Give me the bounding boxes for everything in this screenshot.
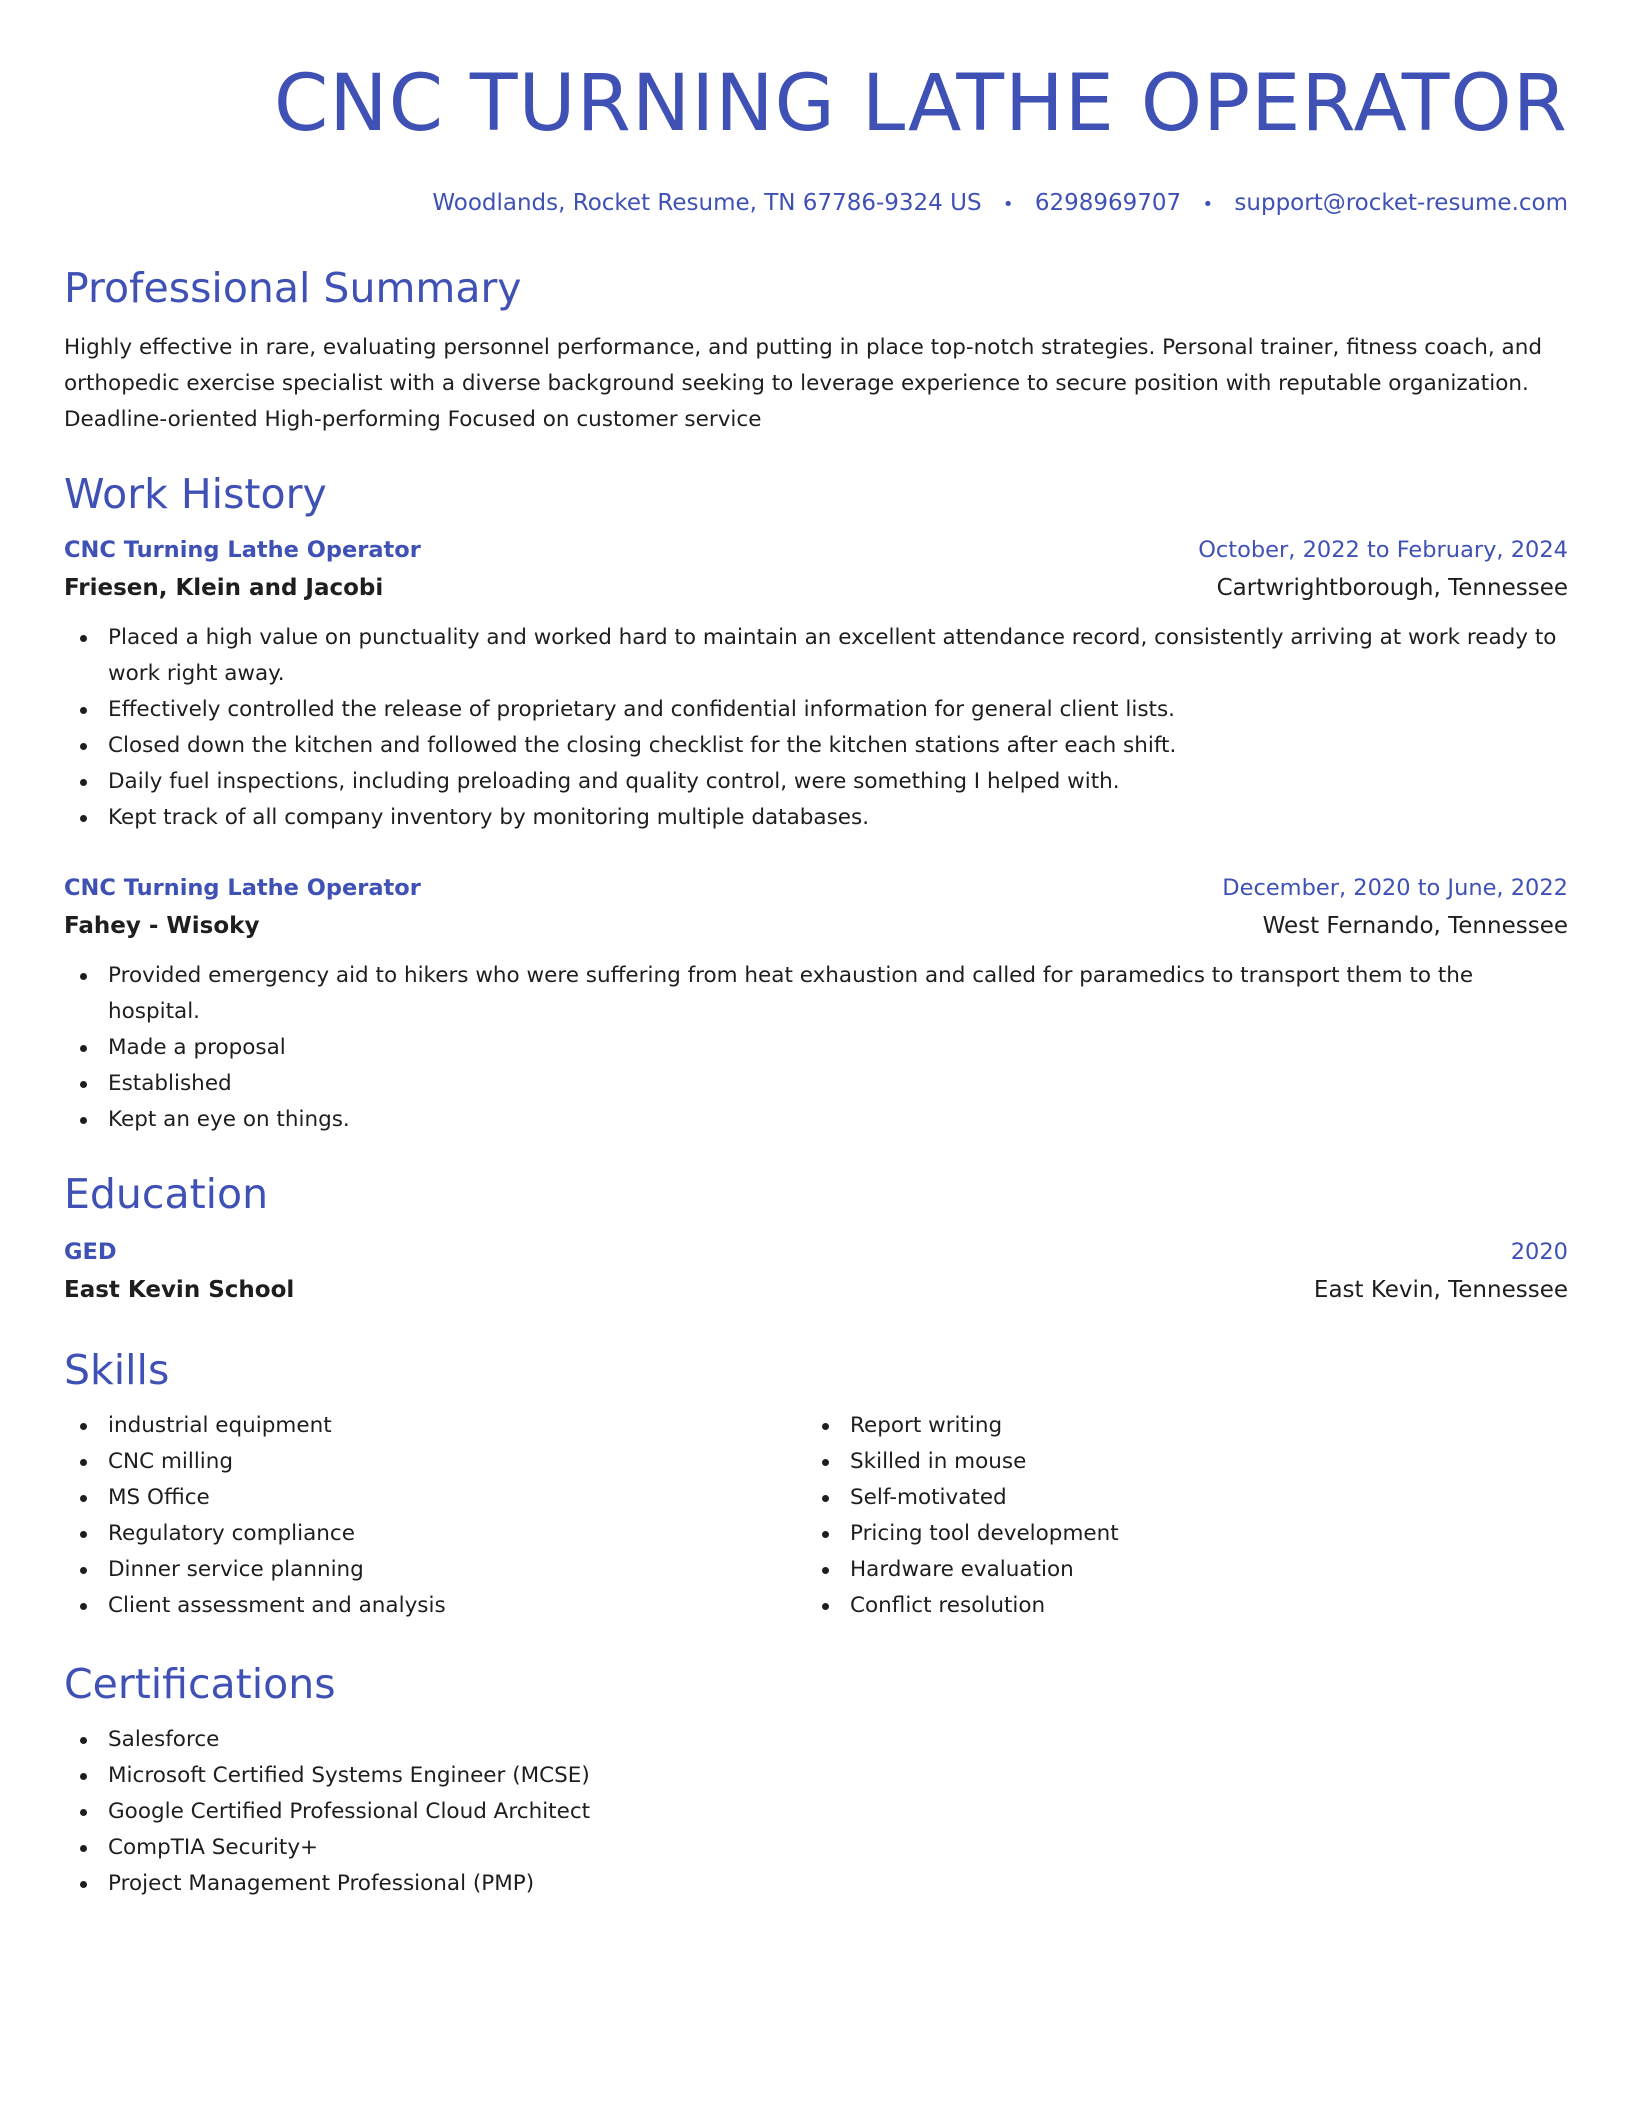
contact-address: Woodlands, Rocket Resume, TN 67786-9324 US [432, 190, 982, 216]
job-location: Cartwrightborough, Tennessee [1216, 575, 1568, 601]
job-role-row [64, 532, 1568, 568]
job-role: CNC Turning Lathe Operator [64, 537, 421, 563]
work-history-section [64, 468, 1568, 1138]
list-item: Placed a high value on punctuality and worked hard to maintain an excellent attendance record, consistently arriving at work ready to work right away. [64, 620, 1568, 692]
education-school: East Kevin School [64, 1277, 295, 1303]
list-item: Pricing tool development [806, 1516, 1548, 1552]
list-item: CompTIA Security+ [64, 1830, 1568, 1866]
summary-section [64, 262, 1568, 438]
job-entry [64, 870, 1568, 1138]
list-item: Skilled in mouse [806, 1444, 1548, 1480]
list-item: Made a proposal [64, 1030, 1568, 1066]
job-role: CNC Turning Lathe Operator [64, 875, 421, 901]
education-location: East Kevin, Tennessee [1313, 1277, 1568, 1303]
contact-phone: 6298969707 [1034, 190, 1182, 216]
contact-email: support@rocket-resume.com [1234, 190, 1568, 216]
list-item: Kept track of all company inventory by monitoring multiple databases. [64, 800, 1568, 836]
summary-text: Highly effective in rare, evaluating personnel performance, and putting in place top-notch strategies. Personal trainer, fitness coach, and orthopedic exercise specialist with a diverse background seeking to leverage experience to secure position with reputable organization. Deadline-oriented High-performing Focused on customer service [64, 335, 1542, 432]
job-bullets [64, 620, 1568, 836]
skills-column-right [806, 1408, 1548, 1624]
job-company: Fahey - Wisoky [64, 913, 260, 939]
resume-header [64, 56, 1568, 220]
contact-separator: • [1202, 194, 1214, 215]
education-entry [64, 1234, 1568, 1310]
list-item: Microsoft Certified Systems Engineer (MCSE) [64, 1758, 1568, 1794]
education-section [64, 1168, 1568, 1310]
job-entry [64, 532, 1568, 836]
list-item: Hardware evaluation [806, 1552, 1548, 1588]
list-item: Self-motivated [806, 1480, 1548, 1516]
list-item: Closed down the kitchen and followed the closing checklist for the kitchen stations after each shift. [64, 728, 1568, 764]
skills-heading: Skills [64, 1346, 170, 1394]
job-company-row [64, 568, 1568, 608]
education-degree: GED [64, 1239, 117, 1265]
resume-page [64, 56, 1568, 1902]
list-item: industrial equipment [64, 1408, 806, 1444]
contact-separator: • [1002, 194, 1014, 215]
job-company: Friesen, Klein and Jacobi [64, 575, 384, 601]
candidate-name: CNC TURNING LATHE OPERATOR [273, 59, 1568, 149]
certifications-section [64, 1658, 1568, 1902]
contact-line [64, 188, 1568, 220]
education-year: 2020 [1510, 1239, 1568, 1265]
list-item: Project Management Professional (PMP) [64, 1866, 1568, 1902]
job-company-row [64, 906, 1568, 946]
education-school-row [64, 1270, 1568, 1310]
list-item: Regulatory compliance [64, 1516, 806, 1552]
job-dates: October, 2022 to February, 2024 [1198, 537, 1568, 563]
list-item: CNC milling [64, 1444, 806, 1480]
certifications-list [64, 1722, 1568, 1902]
list-item: Dinner service planning [64, 1552, 806, 1588]
list-item: Provided emergency aid to hikers who were suffering from heat exhaustion and called for paramedics to transport them to the hospital. [64, 958, 1568, 1030]
list-item: Salesforce [64, 1722, 1568, 1758]
skills-section [64, 1344, 1568, 1624]
skills-grid [64, 1408, 1568, 1624]
certifications-heading: Certifications [64, 1660, 336, 1708]
work-history-heading: Work History [64, 470, 327, 518]
list-item: Google Certified Professional Cloud Architect [64, 1794, 1568, 1830]
list-item: Effectively controlled the release of proprietary and confidential information for general client lists. [64, 692, 1568, 728]
education-degree-row [64, 1234, 1568, 1270]
list-item: Established [64, 1066, 1568, 1102]
list-item: Report writing [806, 1408, 1548, 1444]
job-bullets [64, 958, 1568, 1138]
job-dates: December, 2020 to June, 2022 [1222, 875, 1568, 901]
list-item: Client assessment and analysis [64, 1588, 806, 1624]
skills-column-left [64, 1408, 806, 1624]
job-role-row [64, 870, 1568, 906]
list-item: Kept an eye on things. [64, 1102, 1568, 1138]
job-location: West Fernando, Tennessee [1262, 913, 1568, 939]
education-heading: Education [64, 1170, 269, 1218]
summary-heading: Professional Summary [64, 264, 522, 312]
list-item: Daily fuel inspections, including preloading and quality control, were something I helped with. [64, 764, 1568, 800]
list-item: Conflict resolution [806, 1588, 1548, 1624]
list-item: MS Office [64, 1480, 806, 1516]
